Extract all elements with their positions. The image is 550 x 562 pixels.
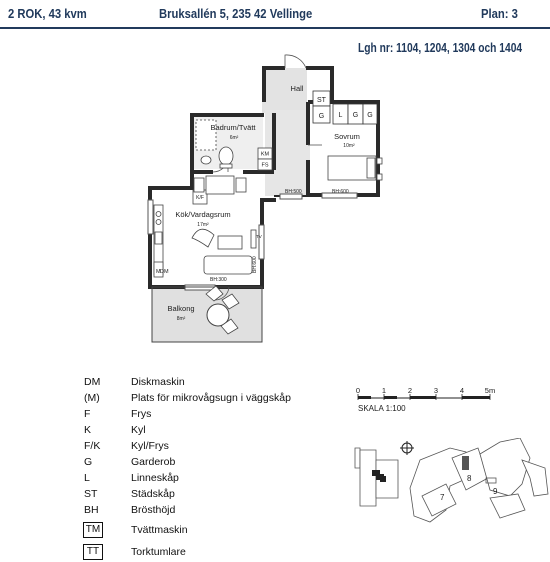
room-bathroom-area: 6m² (229, 135, 239, 141)
g-label-bed-2: G (367, 112, 373, 119)
apartment-size: 2 ROK, 43 kvm (8, 7, 87, 21)
dm-label: DM (160, 269, 169, 275)
legend-desc: Torktumlare (131, 546, 186, 558)
scale-label: SKALA 1:100 (358, 404, 406, 413)
room-bedroom: Sovrum (334, 132, 360, 141)
bh-side-label: BH:600 (252, 256, 258, 273)
site-building-7: 7 (440, 493, 445, 502)
site-building-8: 8 (467, 474, 472, 483)
tv-label: TV (256, 234, 262, 239)
legend-desc: Kyl (131, 424, 146, 436)
floor-label: Plan: 3 (481, 7, 518, 21)
bh-kitchen-label: BH:300 (210, 277, 227, 283)
legend-abbr: ST (84, 488, 98, 500)
scale-bar (350, 384, 500, 418)
legend-abbr: (M) (84, 392, 100, 404)
legend-abbr: G (84, 456, 93, 468)
address: Bruksallén 5, 235 42 Vellinge (159, 7, 313, 21)
scale-tick-1: 1 (381, 386, 387, 395)
room-kitchen-living: Kök/Vardagsrum (175, 210, 231, 219)
g-label-hall: G (318, 113, 325, 120)
room-hall: Hall (290, 84, 304, 93)
room-balcony: Balkong (167, 304, 195, 313)
km-label: KM (260, 151, 270, 158)
legend-abbr: F/K (84, 440, 101, 452)
legend-abbr-boxed: TM (83, 522, 103, 538)
scale-tick-4: 4 (459, 386, 465, 395)
fs-label: FS (261, 162, 269, 169)
scale-tick-3: 3 (433, 386, 439, 395)
legend-abbr: L (84, 472, 90, 484)
site-plan (350, 438, 550, 550)
m-label: M (156, 269, 161, 275)
legend-desc: Linneskåp (131, 472, 179, 484)
legend-abbr: DM (84, 376, 101, 388)
l-label: L (338, 112, 343, 119)
legend-desc: Tvättmaskin (131, 524, 188, 536)
legend-abbr: K (84, 424, 92, 436)
scale-tick-2: 2 (407, 386, 413, 395)
scale-tick-5: 5m (484, 386, 496, 395)
bh-bedroom-label: BH:600 (332, 189, 349, 195)
room-bathroom: Badrum/Tvätt (210, 123, 256, 132)
legend-desc: Frys (131, 408, 152, 420)
legend-desc: Brösthöjd (131, 504, 176, 516)
kf-label: K/F (196, 195, 204, 201)
room-kitchen-living-area: 17m² (197, 222, 209, 228)
g-label-bed-1: G (352, 112, 359, 119)
site-building-9: 9 (493, 487, 498, 496)
legend-abbr: BH (84, 504, 99, 516)
legend-abbr-boxed: TT (83, 544, 103, 560)
room-bedroom-area: 10m² (343, 143, 355, 149)
legend-desc: Städskåp (131, 488, 175, 500)
legend-desc: Plats för mikrovågsugn i väggskåp (131, 392, 291, 404)
legend-abbr: F (84, 408, 91, 420)
bh-hall-label: BH:500 (285, 189, 302, 195)
scale-tick-0: 0 (355, 386, 361, 395)
legend-desc: Garderob (131, 456, 176, 468)
st-label: ST (317, 97, 326, 104)
room-balcony-area: 8m² (176, 316, 186, 322)
apartment-numbers: Lgh nr: 1104, 1204, 1304 och 1404 (358, 41, 523, 55)
legend-desc: Diskmaskin (131, 376, 185, 388)
bed (328, 156, 382, 180)
legend-desc: Kyl/Frys (131, 440, 169, 452)
